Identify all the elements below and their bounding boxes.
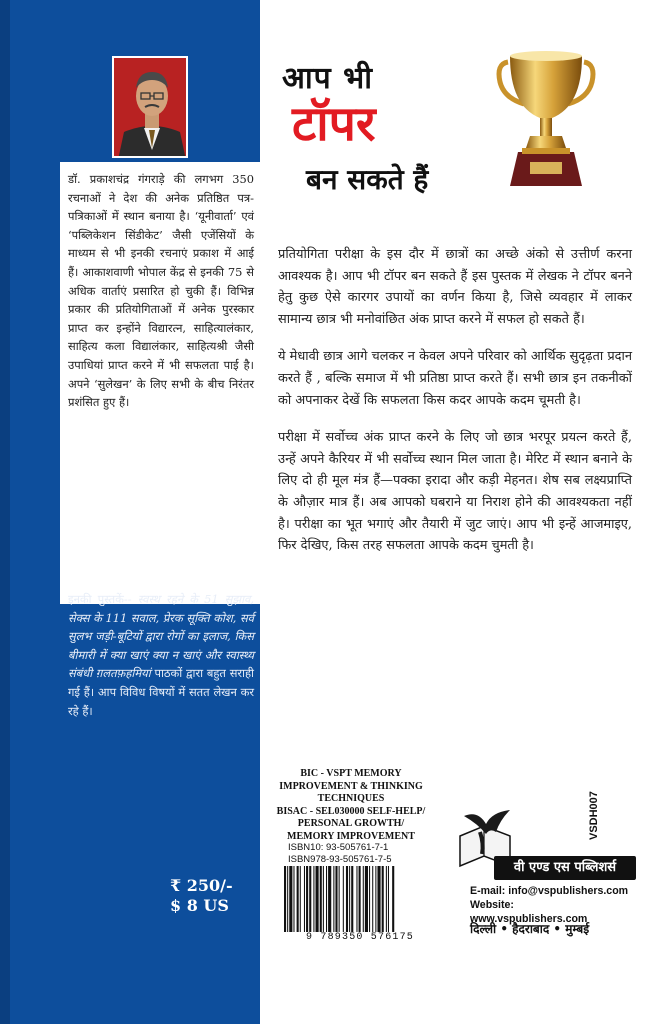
trophy-icon: [496, 50, 596, 192]
books-titles: स्वस्थ रहने के 51 सुझाव, सेक्स के 111 सवाल, प्रेरक सूक्ति कोश, सर्व सुलभ जड़ी-बूटियों द्वारा रोगों का इलाज, किस बीमारी में क्या खाएं क्या न खाएं और स्वास्थ्य संबंधी ग़लतफ़हमियां: [68, 592, 255, 681]
author-books: [68, 590, 254, 720]
title-line-2: टॉपर: [292, 96, 376, 152]
book-title: [262, 56, 498, 196]
classification-line: IMPROVEMENT & THINKING: [279, 780, 423, 792]
price: [170, 876, 260, 916]
classification-line: MEMORY IMPROVEMENT: [287, 830, 415, 842]
title-line-3: बन सकते हैं: [306, 163, 429, 196]
price-usd: $ 8 US: [170, 896, 229, 915]
description-paragraph: ये मेधावी छात्र आगे चलकर न केवल अपने परिवार को आर्थिक सुदृढ़ता प्रदान करते हैं , बल्कि समाज में भी प्रतिष्ठा प्राप्त करते हैं। सभी छात्र इन तकनीकों को अपनाकर देखें कि सफलता किस कदर आपके कदम चूमती है।: [278, 349, 632, 408]
books-prefix: इनकी पुस्तकें--: [68, 592, 138, 606]
isbn-block: [288, 842, 438, 866]
product-code: VSDH007: [588, 791, 600, 840]
publisher-cities: दिल्ली • हैदराबाद • मुम्बई: [470, 922, 590, 936]
barcode: [282, 866, 438, 932]
publisher-name: वी एण्ड एस पब्लिशर्स: [494, 856, 636, 880]
publisher-email: E-mail: info@vspublishers.com: [470, 885, 629, 897]
title-line-1: आप भी: [282, 61, 374, 96]
author-photo: [112, 56, 188, 158]
description: [278, 244, 632, 573]
barcode-digits: 9 789350 576175: [305, 932, 414, 943]
spine-edge: [0, 0, 10, 1024]
publisher-website: Website: www.vspublishers.com: [470, 899, 588, 925]
description-paragraph: परीक्षा में सर्वोच्च अंक प्राप्त करने के लिए जो छात्र भरपूर प्रयत्न करते हैं, उन्हें अपने कैरियर में भी सर्वोच्च स्थान मिल जाता है। मेरिट में स्थान बनाने के लिए दो ही मूल मंत्र हैं—पक्का इरादा और कड़ी मेहनत। शेष सब लक्ष्यप्राप्ति के औज़ार मात्र हैं। अब आपको घबराने या निराश होने की आवश्यकता नहीं है। परीक्षा का भूत भगाएं और तैयारी में जुट जाएं। आप भी इन्हें आजमाइए, फिर देखिए, किस तरह सफलता आपके कदम चुमती है।: [278, 430, 632, 554]
classification-line: BISAC - SEL030000 SELF-HELP/: [276, 805, 426, 817]
description-paragraph: प्रतियोगिता परीक्षा के इस दौर में छात्रों का अच्छे अंको से उत्तीर्ण करना आवश्यक है। आप भी टॉपर बन सकते हैं इस पुस्तक में लेखक ने टॉपर बनने हेतु कुछ ऐसे कारगर उपायों का वर्णन किया है, जिसे व्यवहार में लाकर सामान्य छात्र भी मनोवांछित अंक प्राप्त करने में सफल हो सकते हैं।: [278, 247, 632, 327]
classification-line: BIC - VSPT MEMORY: [300, 768, 402, 779]
author-bio: डॉ. प्रकाशचंद्र गंगराड़े की लगभग 350 रचनाओं ने देश की अनेक प्रतिष्ठित पत्र-पत्रिकाओं में स्थान बनाया है। ‘यूनीवार्ता’ एवं ‘पब्लिकेशन सिंडीकेट’ जैसी एजेंसियों के माध्यम से भी इनकी रचनाएं प्रकाश में आई हैं। आकाशवाणी भोपाल केंद्र से इनकी 75 से अधिक वार्ताएं प्रसारित हो चुकी हैं। विभिन्न प्रकार की प्रतियोगिताओं में अनेक पुरस्कार प्राप्त कर इन्होंने विद्यारत्न, साहित्यालंकार, साहित्य कला विद्यालंकार, साहित्यश्री जैसी उपाधियां प्राप्त करने में भी सफलता पाई है। अपने ‘सुलेखन’ के लिए सभी के बीच निरंतर प्रशंसित हुए हैं।: [68, 172, 254, 410]
price-inr: ₹ 250/-: [170, 876, 233, 895]
subject-classification: [266, 768, 436, 843]
isbn-13: ISBN978-93-505761-7-5: [288, 854, 392, 865]
classification-line: PERSONAL GROWTH/: [297, 818, 405, 829]
classification-line: TECHNIQUES: [317, 793, 385, 804]
books-suffix: पाठकों द्वारा बहुत सराही गई हैं। आप विविध विषयों में सतत लेखन कर रहे हैं।: [68, 666, 254, 718]
isbn-10: ISBN10: 93-505761-7-1: [288, 842, 389, 853]
